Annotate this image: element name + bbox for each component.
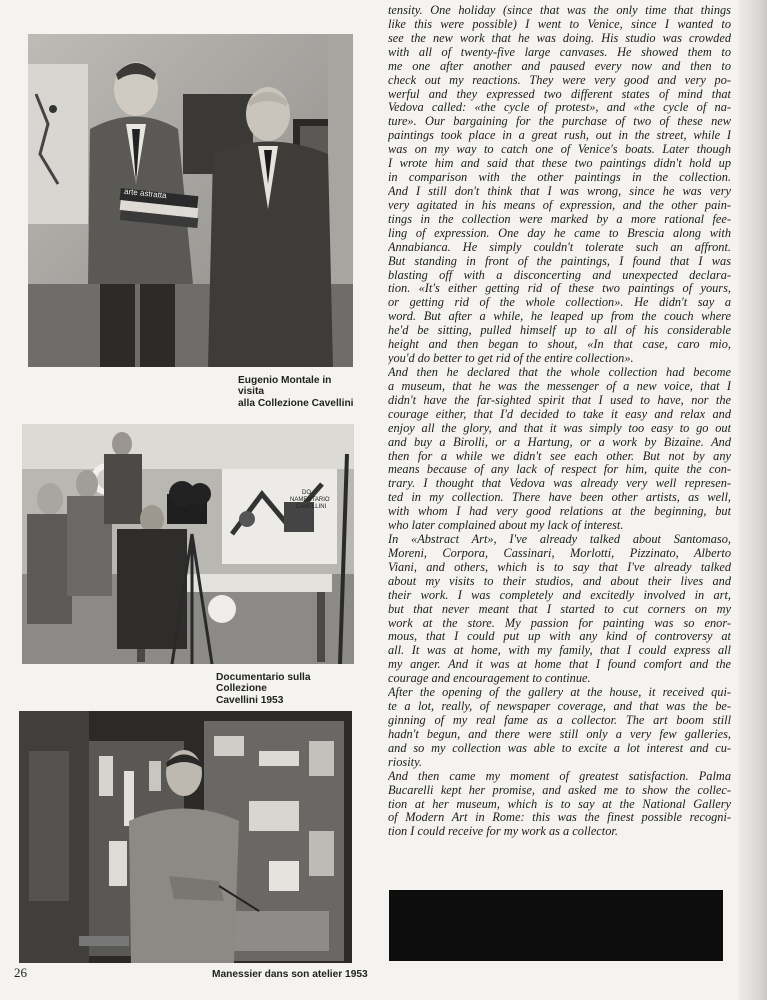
painting-sign-line-1: DO: [302, 490, 311, 496]
photo-montale-visit: [28, 34, 353, 367]
article-line: of Modern Art in Rome: this was the finest possible recogni-: [388, 811, 731, 825]
article-line: Bucarelli kept her promise, and asked me to show the collec-: [388, 783, 731, 797]
article-line: he'd be sitting, pulled himself up to all of his considerable: [388, 324, 731, 338]
article-line: Viani, and others, which is to say that I've already talked: [388, 560, 731, 574]
article-line: about my visits to their studios, and about their lives and: [388, 574, 731, 588]
article-line: riosity.: [388, 755, 422, 769]
page-edge-shadow: [739, 0, 767, 1000]
article-line: trary. I thought that Vedova was already very well represen-: [388, 477, 731, 491]
article-line: or getting rid of the whole collection». He didn't say a: [388, 296, 731, 310]
article-line: In «Abstract Art», I've already talked about Santomaso,: [388, 533, 731, 547]
article-line: word. But after a while, he leaped up from the couch where: [388, 310, 731, 324]
article-line: who later complained about my lack of interest.: [388, 519, 624, 533]
photo-documentary-image: [22, 424, 354, 664]
painting-sign-line-2: NAMENTARIO: [290, 497, 330, 503]
article-line: and so my collection was able to excite a lot interest and cu-: [388, 741, 731, 755]
article-line: very agitated in his means of expression, and the other pain-: [388, 198, 731, 212]
article-line: their work. I was completely and excitedly involved in art,: [388, 588, 731, 602]
article-line: was on my way to catch one of Venice's boats. Later though: [388, 143, 731, 157]
article-line: I wrote him and said that these two paintings didn't hold up: [388, 157, 731, 171]
article-line: ted in my collection. There have been other artists, as well,: [388, 491, 731, 505]
article-line: see the new work that he was doing. His studio was crowded: [388, 31, 731, 45]
article-line: courage either, that I'd decided to take it easy and relax and: [388, 407, 731, 421]
article-line: paintings took place in a great rush, out in the street, while I: [388, 129, 731, 143]
article-line: and buy a Birolli, or a Hartung, or a work by Bizaine. And: [388, 435, 731, 449]
article-line: And I still don't think that I was wrong, since he was very: [388, 184, 731, 198]
photo-manessier: [19, 711, 352, 963]
page-number: 26: [14, 965, 27, 980]
article-line: And then he declared that the whole collection had become: [388, 365, 731, 379]
article-line: And then came my moment of greatest satisfaction. Palma: [388, 769, 731, 783]
article-line: courage and encouragement to continue.: [388, 672, 591, 686]
article-line: tion. «It's either getting rid of these two paintings of yours,: [388, 282, 731, 296]
article-line: Vedova called: «the cycle of protest», and «the cycle of na-: [388, 101, 731, 115]
article-line: with all of twenty-five large canvases. He showed them to: [388, 45, 731, 59]
article-line: work at the store. My passion for painting was so enor-: [388, 616, 731, 630]
photo-montale-image: [28, 34, 353, 367]
painting-sign-line-3: CAVELLINI: [296, 504, 327, 510]
article-line: but that never meant that I started to cut corners on my: [388, 602, 731, 616]
article-line: like this were possible) I went to Venice, since I wanted to: [388, 17, 731, 31]
article-line: tensity. One holiday (since that was the only time that things: [388, 4, 731, 17]
article-line: te a lot, really, of newspaper coverage, and that was the be-: [388, 700, 731, 714]
article-line: all. It was at home, with my family, that I could express all: [388, 644, 731, 658]
article-line: in comparison with the other paintings in the collection.: [388, 171, 731, 185]
article-line: me one after another and paused every now and then to: [388, 59, 731, 73]
book-label: arte astratta: [123, 186, 168, 201]
article-line: werful and they expressed two different states of mind that: [388, 87, 731, 101]
caption-documentary: Documentario sulla Collezione Cavellini 1953: [216, 672, 311, 706]
article-line: height and then began to shout, «In that case, caro mio,: [388, 338, 731, 352]
article-line: But standing in front of the paintings, I found that I was: [388, 254, 731, 268]
article-line: ginning of my real fame as a collector. The art boom still: [388, 714, 731, 728]
article-line: mous, that I could put up with any kind of controversy at: [388, 630, 731, 644]
article-text: [388, 4, 731, 839]
article-line: Moreni, Corpora, Cassinari, Morlotti, Pizzinato, Alberto: [388, 546, 731, 560]
article-line: After the opening of the gallery at the house, it received qui-: [388, 686, 731, 700]
article-line: blasting off with a disconcerting and unexpected declara-: [388, 268, 731, 282]
article-line: hadn't begun, and there were still only a very few galleries,: [388, 727, 731, 741]
article-line: a museum, that he was the messenger of a new voice, that I: [388, 379, 731, 393]
article-line: tion I could receive for my work as a collector.: [388, 825, 618, 839]
article-line: tings in the collection were marked by a more rational fee-: [388, 212, 731, 226]
article-line: check out my reactions. They were very good and very po-: [388, 73, 731, 87]
article-line: Annabianca. He simply couldn't tolerate such an affront.: [388, 240, 731, 254]
article-line: didn't have the far-sighted spirit that I used to have, nor the: [388, 393, 731, 407]
article-line: with whom I had very good relations at the beginning, but: [388, 505, 731, 519]
caption-montale: Eugenio Montale in visita alla Collezione Cavellini: [238, 375, 354, 409]
caption-manessier: Manessier dans son atelier 1953: [212, 969, 368, 980]
article-line: ture». Our bargaining for the purchase of two of these new: [388, 115, 731, 129]
article-line: tion at her museum, which is to say at the National Gallery: [388, 797, 731, 811]
black-rectangle: [389, 890, 723, 961]
article-line: my anger. And it was at home that I found comfort and the: [388, 658, 731, 672]
article-line: means because of any lack of respect for him, quite the con-: [388, 463, 731, 477]
article-line: enjoy all the glory, and that it was simply too easy to go out: [388, 421, 731, 435]
article-line: you'd do better to get rid of the entire collection».: [388, 352, 634, 366]
article-line: ling of expression. One day he came to Brescia along with: [388, 226, 731, 240]
article-line: then for a while we didn't see each other. But not by any: [388, 449, 731, 463]
photo-documentary: [22, 424, 354, 664]
photo-manessier-image: [19, 711, 352, 963]
